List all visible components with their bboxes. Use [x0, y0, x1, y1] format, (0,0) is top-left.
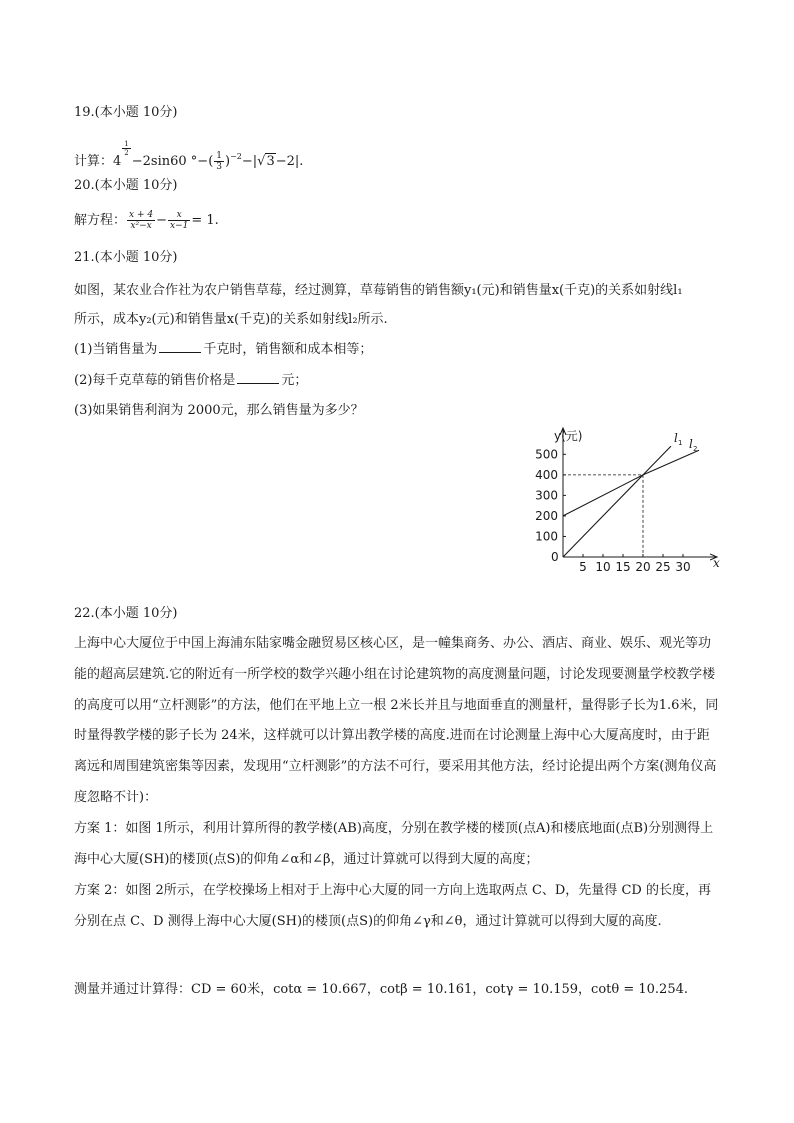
q20-header: 20.(本小题 10分) — [74, 178, 178, 193]
q19-base: 4 — [113, 154, 122, 169]
q20-fraction-1: $\frac{x + 4}{\text{x²−x}}$ — [129, 210, 154, 231]
q19-exponent: $\frac{1}{2}$ — [124, 140, 129, 157]
q19-part5: −2|. — [275, 154, 304, 169]
x-tick-label: 20 — [635, 560, 651, 573]
q20-equation — [74, 210, 219, 231]
q19-prefix: 计算： — [74, 154, 114, 169]
q19-radicand: 3 — [266, 154, 275, 169]
q21-header: 21.(本小题 10分) — [74, 250, 178, 265]
q19-exponent2: −2 — [230, 152, 242, 161]
q20-minus: − — [156, 213, 167, 228]
y-tick-label: 500 — [535, 447, 558, 462]
q19-part4: −| — [241, 154, 258, 169]
q21-part2 — [74, 372, 307, 390]
q21-part3: (3)如果销售利润为 2000元，那么销售量为多少？ — [74, 403, 364, 418]
series-line-l2 — [563, 450, 699, 516]
origin-label: 0 — [551, 550, 559, 564]
answer-blank-2[interactable] — [237, 372, 279, 384]
x-tick-label: 10 — [595, 560, 611, 573]
q21-part1-text-after: 千克时，销售额和成本相等； — [203, 342, 373, 357]
q19-fraction: $\frac{1}{3}$ — [216, 151, 223, 172]
q21-intro-line1: 如图，某农业合作社为农户销售草莓，经过测算，草莓销售的销售额y₁(元)和销售量x(千克)的关系如射线l₁ — [74, 283, 683, 298]
sqrt-symbol: √ — [257, 154, 266, 169]
q21-part1-text-before: (1)当销售量为 — [74, 342, 158, 357]
q21-part2-text-after: 元； — [281, 373, 308, 388]
q20-rhs: = 1. — [191, 213, 219, 228]
q20-fraction-2: $\frac{x}{x-1}$ — [170, 210, 189, 231]
q22-plan1: 方案 1：如图 1所示，利用计算所得的教学楼(AB)高度，分别在教学楼的楼顶(点A)和楼底地面(点B)分别测得上海中心大厦(SH)的楼顶(点S)的仰角∠α和∠β，通过计算就可以得到大厦的高度； — [74, 821, 714, 867]
q21-part2-text-before: (2)每千克草莓的销售价格是 — [74, 373, 236, 388]
q19-part2: −2sin60 °−( — [131, 154, 214, 169]
series-labels — [674, 431, 697, 453]
x-tick-label: 25 — [655, 560, 671, 573]
q21-part1 — [74, 341, 372, 359]
y-tick-label: 400 — [535, 467, 558, 482]
q21-intro-line2: 所示，成本y₂(元)和销售量x(千克)的关系如射线l₂所示. — [74, 312, 388, 327]
x-tick-label: 15 — [615, 560, 631, 573]
q20-prefix: 解方程： — [74, 213, 127, 228]
x-axis-label: x — [713, 556, 720, 570]
q22-plan2: 方案 2：如图 2所示，在学校操场上相对于上海中心大厦的同一方向上选取两点 C、D，先量得 CD 的长度，再分别在点 C、D 测得上海中心大厦(SH)的楼顶(点S)的仰角∠γ和∠θ，通过计算就可以得到大厦的高度. — [74, 883, 711, 929]
q22-result: 测量并通过计算得：CD = 60米，cotα = 10.667，cotβ = 10.161，cotγ = 10.159，cotθ = 10.254. — [74, 982, 688, 997]
y-axis-label: y(元) — [554, 429, 583, 443]
y-tick-label: 300 — [535, 488, 558, 503]
q22-header: 22.(本小题 10分) — [74, 606, 178, 621]
series-label-l1-subscript: 1 — [678, 439, 683, 448]
q22-paragraph: 上海中心大厦位于中国上海浦东陆家嘴金融贸易区核心区，是一幢集商务、办公、酒店、商业、娱乐、观光等功能的超高层建筑.它的附近有一所学校的数学兴趣小组在讨论建筑物的高度测量问题，讨论发现要测量学校教学楼的高度可以用“立杆测影”的方法，他们在平地上立一根 2米长并且与地面垂直的测量杆，量得影子长为1.6米，同时量得教学楼的影子长为 24米，这样就可以计算出教学楼的高度.进而在讨论测量上海中心大厦高度时，由于距离远和周围建筑密集等因素，发现用“立杆测影”的方法不可行，要采用其他方法，经讨论提出两个方案(测角仪高度忽略不计)： — [74, 636, 719, 805]
line-graph — [525, 418, 725, 573]
x-tick-label: 5 — [579, 560, 587, 573]
series-label-l1: l — [674, 431, 678, 446]
series-label-l2-subscript: 2 — [693, 445, 698, 454]
y-tick-label: 200 — [535, 508, 558, 523]
series-line-l1 — [563, 446, 671, 557]
answer-blank-1[interactable] — [159, 341, 201, 353]
x-tick-label: 30 — [675, 560, 691, 573]
q19-part3: ) — [225, 154, 231, 169]
q19-header: 19.(本小题 10分) — [74, 105, 178, 120]
series-label-l2: l — [689, 437, 693, 452]
series-lines — [563, 446, 699, 557]
y-tick-label: 100 — [535, 529, 558, 544]
q19-expression — [74, 140, 303, 172]
